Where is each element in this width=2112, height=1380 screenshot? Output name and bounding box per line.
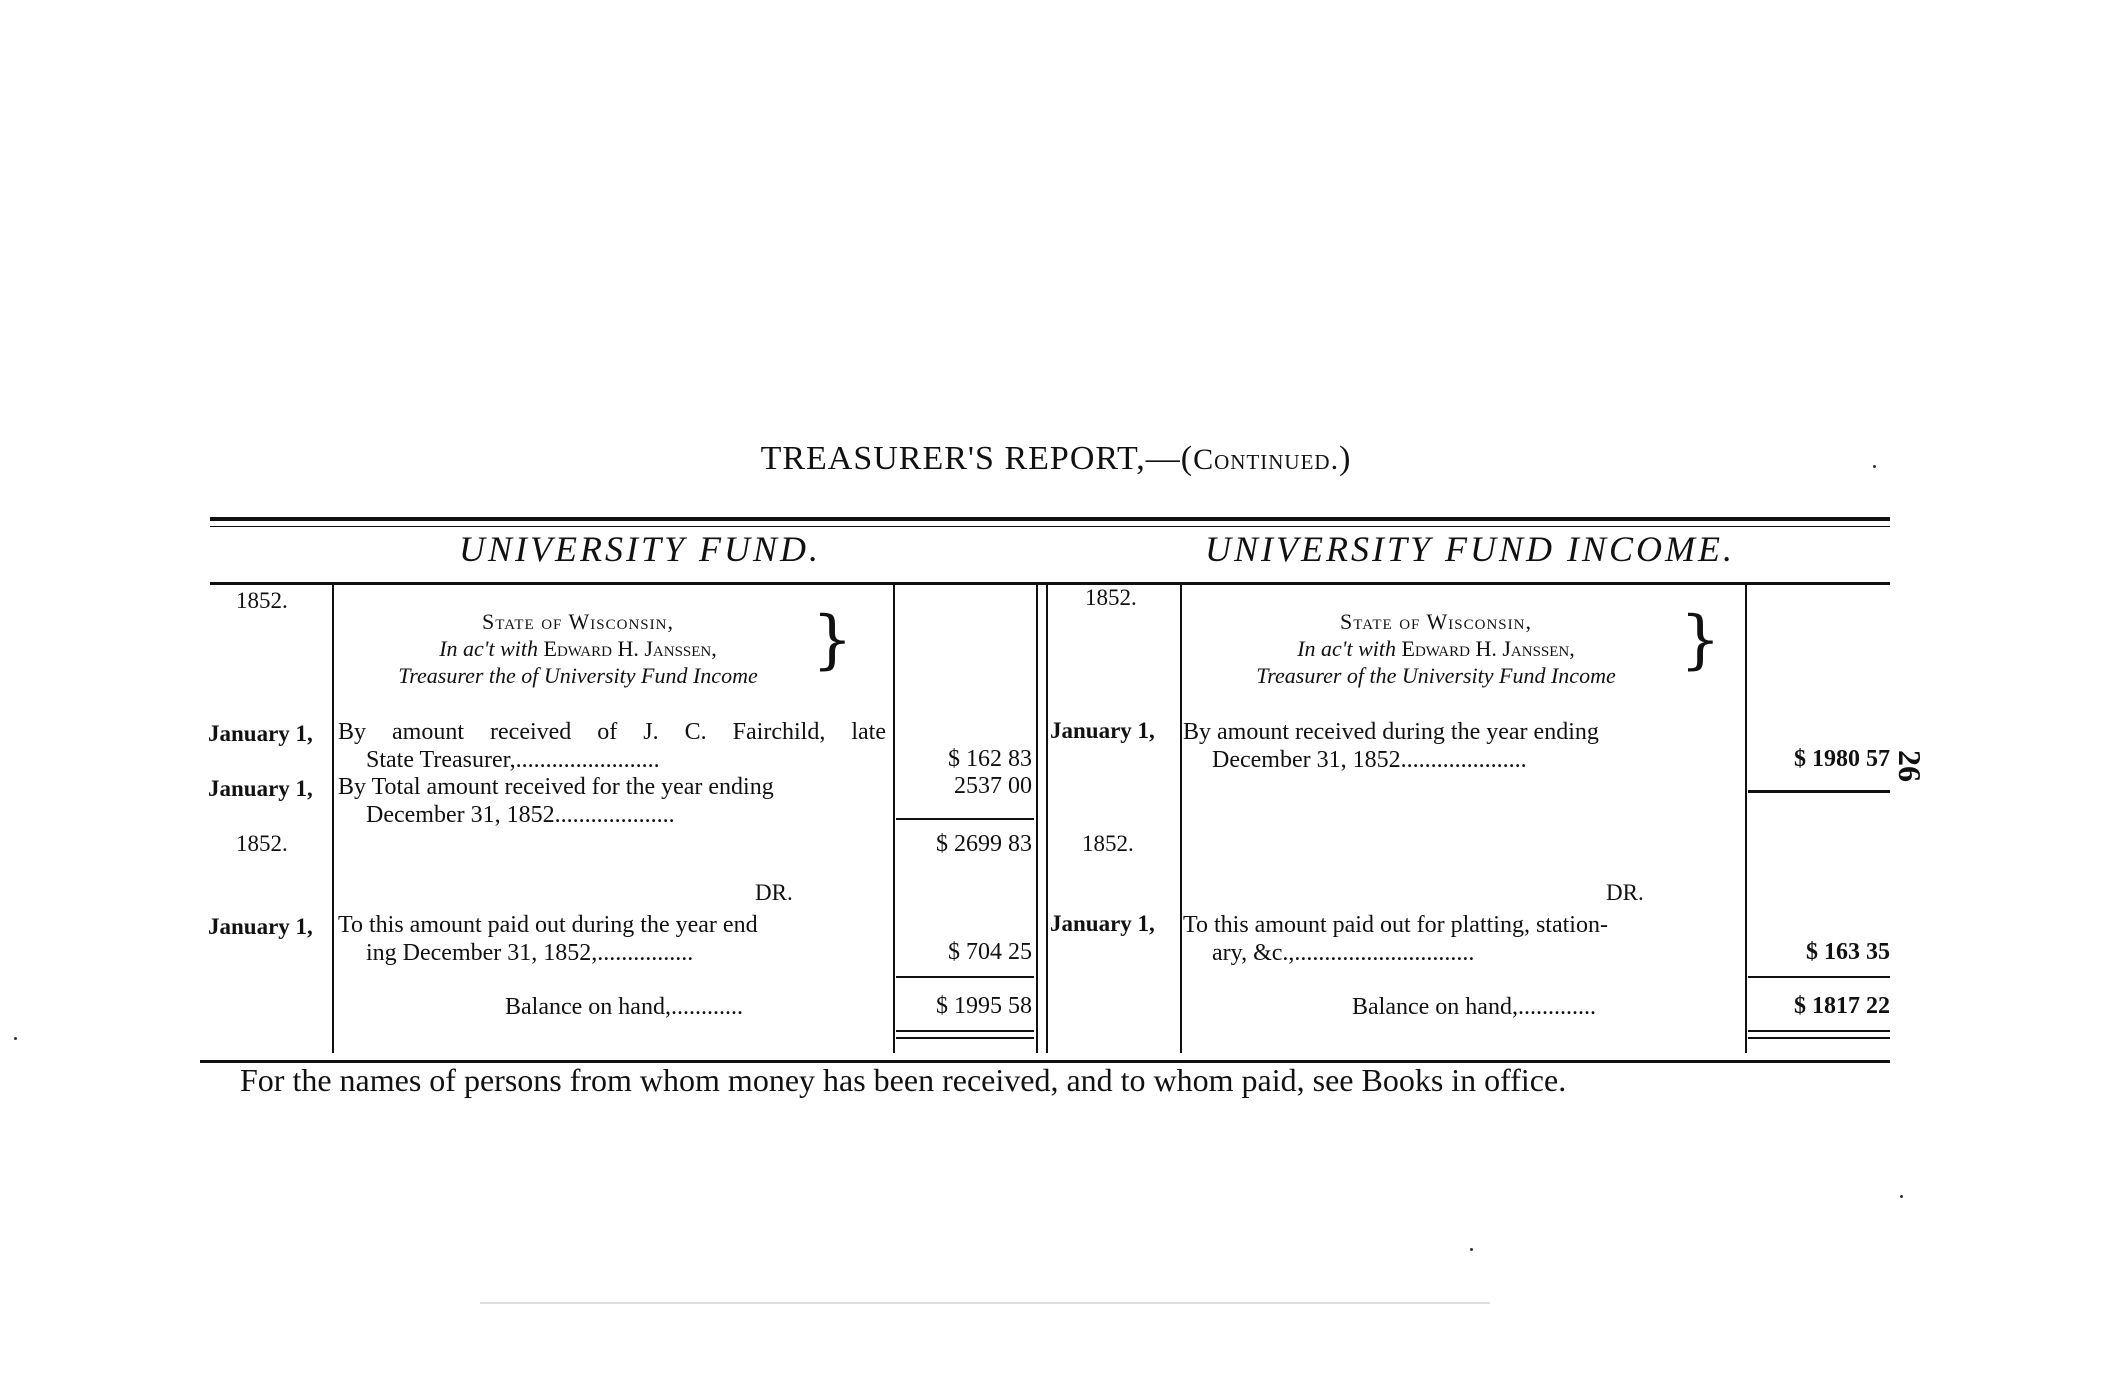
page-number: 26: [1892, 750, 1928, 782]
right-entry2-line1: To this amount paid out for platting, station-: [1183, 912, 1608, 938]
left-section-title: UNIVERSITY FUND.: [459, 529, 821, 569]
right-account-heading: [1186, 608, 1686, 689]
right-entry2-amount: $ 163 35: [1806, 939, 1890, 965]
right-brace-icon: }: [1680, 603, 1721, 677]
left-entry1-line1: By amount received of J. C. Fairchild, late: [338, 719, 886, 745]
footer-note: For the names of persons from whom money has been received, and to whom paid, see Books in office.: [240, 1062, 1567, 1098]
left-account-line3: Treasurer the of University Fund Income: [398, 663, 758, 688]
left-account-line1: State of Wisconsin,: [482, 609, 674, 634]
left-balance-rule-2: [896, 1037, 1034, 1039]
title-continued: Continued.: [1193, 443, 1340, 476]
right-entry1-rule: [1748, 790, 1890, 793]
title-main: TREASURER'S REPORT,—(: [760, 440, 1194, 477]
center-divider-rule-b: [1046, 585, 1048, 1053]
right-entry2-date: January 1,: [1050, 911, 1155, 936]
right-amount-col-rule: [1745, 585, 1747, 1053]
left-entry3-line2: ing December 31, 1852,................: [366, 940, 694, 966]
left-entry3-line1: To this amount paid out during the year end: [338, 912, 758, 938]
scan-speck: [14, 1037, 17, 1040]
left-entry1-amount: $ 162 83: [948, 746, 1032, 772]
left-balance-rule-1: [896, 1030, 1034, 1032]
header-rule: [210, 582, 1890, 585]
left-entry2-date: January 1,: [208, 776, 313, 801]
left-total-amount: $ 2699 83: [936, 831, 1032, 857]
page-title: [0, 440, 2112, 478]
right-balance-rule-1: [1748, 1030, 1890, 1032]
left-account-line2a: In ac't with: [439, 636, 544, 661]
left-entry1-date: January 1,: [208, 721, 313, 746]
right-dr-label: DR.: [1606, 880, 1644, 905]
right-account-line2a: In ac't with: [1297, 636, 1402, 661]
right-entry1-line1: By amount received during the year ending: [1183, 719, 1599, 745]
scan-speck: [1873, 465, 1876, 468]
left-dr-label: DR.: [755, 880, 793, 905]
left-brace-icon: }: [812, 603, 853, 677]
left-pre-balance-rule: [896, 976, 1034, 978]
right-section-title: UNIVERSITY FUND INCOME.: [1205, 529, 1735, 569]
left-year-top: 1852.: [236, 588, 288, 613]
left-account-heading: [338, 608, 818, 689]
scan-speck: [1900, 1195, 1903, 1198]
top-thick-rule: [210, 517, 1890, 521]
right-entry2-line2: ary, &c.,..............................: [1212, 940, 1475, 966]
left-total-year: 1852.: [236, 831, 288, 856]
left-date-col-rule: [332, 585, 334, 1053]
right-account-line1: State of Wisconsin,: [1340, 609, 1532, 634]
left-balance-amount: $ 1995 58: [936, 993, 1032, 1019]
left-subtotal-rule: [896, 818, 1034, 820]
left-entry1-line2: State Treasurer,........................: [366, 747, 660, 773]
scan-streak: [480, 1302, 1490, 1304]
right-date-col-rule: [1180, 585, 1182, 1053]
left-balance-label: Balance on hand,............: [505, 994, 743, 1020]
left-entry3-amount: $ 704 25: [948, 939, 1032, 965]
scan-speck: [1470, 1248, 1473, 1251]
left-amount-col-rule: [893, 585, 895, 1053]
right-balance-label: Balance on hand,.............: [1352, 994, 1596, 1020]
left-entry2-line2: December 31, 1852....................: [366, 802, 675, 828]
top-thin-rule: [210, 526, 1890, 527]
right-account-line3: Treasurer of the University Fund Income: [1256, 663, 1616, 688]
right-balance-amount: $ 1817 22: [1794, 993, 1890, 1019]
left-account-line2b: Edward H. Janssen,: [543, 636, 717, 661]
left-entry2-amount: 2537 00: [954, 773, 1032, 799]
right-total-year: 1852.: [1082, 831, 1134, 856]
center-divider-rule-a: [1036, 585, 1038, 1053]
right-entry1-date: January 1,: [1050, 718, 1155, 743]
right-entry1-line2: December 31, 1852.....................: [1212, 747, 1527, 773]
right-balance-rule-2: [1748, 1037, 1890, 1039]
left-entry3-date: January 1,: [208, 914, 313, 939]
title-close: ): [1339, 440, 1352, 477]
left-entry2-line1: By Total amount received for the year ending: [338, 774, 774, 800]
right-account-line2b: Edward H. Janssen,: [1401, 636, 1575, 661]
right-entry1-amount: $ 1980 57: [1794, 746, 1890, 772]
right-year-top: 1852.: [1085, 585, 1137, 610]
right-pre-balance-rule: [1748, 976, 1890, 978]
